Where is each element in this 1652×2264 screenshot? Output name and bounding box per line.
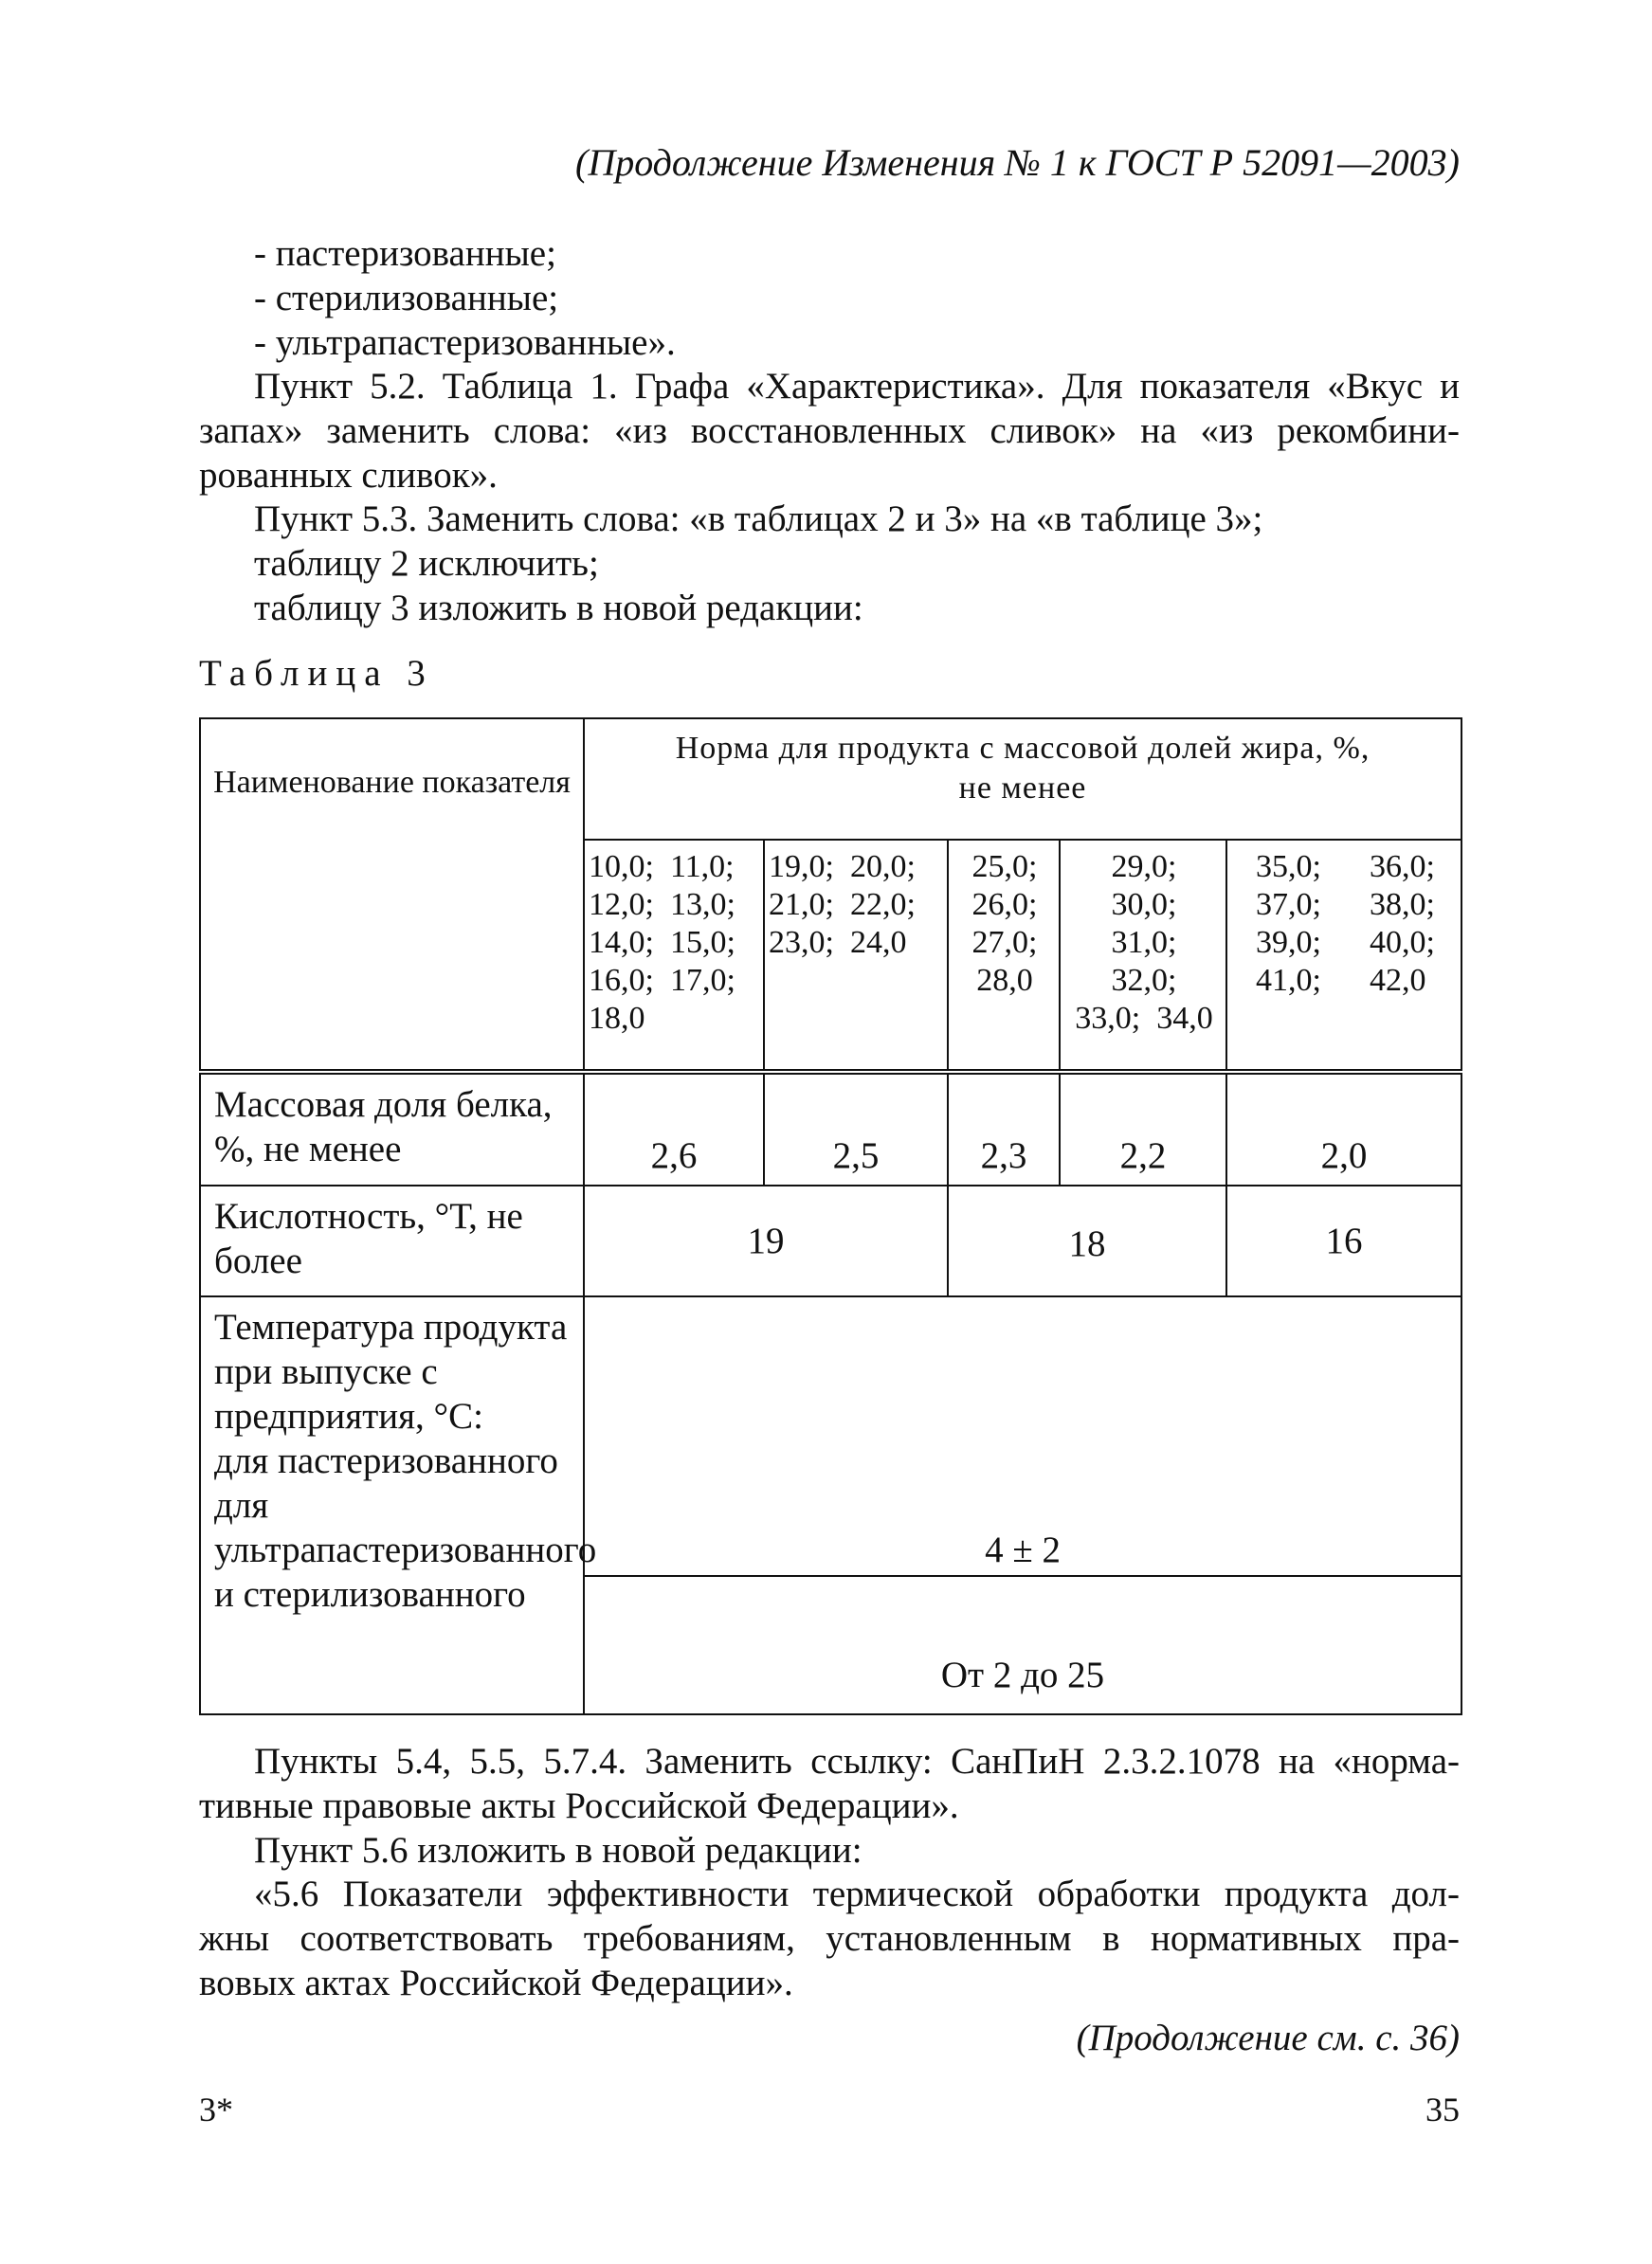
paragraph-5-4-line: тивные правовые акты Российской Федерации».: [199, 1785, 959, 1826]
paragraph-5-3-line: таблицу 3 изложить в новой редакции:: [254, 588, 863, 628]
table-3: [199, 717, 1462, 1715]
acidity-value: 19: [584, 1186, 948, 1296]
list-item: - стерилизованные;: [254, 278, 559, 318]
running-header: (Продолжение Изменения № 1 к ГОСТ Р 52091—2003): [575, 141, 1460, 184]
acidity-value: 18: [948, 1186, 1226, 1296]
fat-group-4: 29,0; 30,0; 31,0; 32,0; 33,0; 34,0: [1060, 840, 1226, 1072]
protein-value: 2,5: [764, 1072, 948, 1186]
temperature-label: Температура продукта при выпуске с предприятия, °С:: [214, 1307, 568, 1437]
norm-header-line: Норма для продукта с массовой долей жира, %,: [675, 731, 1371, 766]
fat-group-2: 19,0; 20,0; 21,0; 22,0; 23,0; 24,0: [764, 840, 948, 1072]
paragraph-5-6-line: вовых актах Российской Федерации».: [199, 1963, 793, 2003]
fat-group-3: 25,0; 26,0; 27,0; 28,0: [948, 840, 1060, 1072]
temperature-pasteurized-value: 4 ± 2: [584, 1296, 1461, 1576]
row-label-acidity: Кислотность, °Т, не более: [200, 1186, 584, 1296]
temperature-uht-value: От 2 до 25: [584, 1576, 1461, 1714]
continuation-note: (Продолжение см. с. 36): [1076, 2018, 1460, 2058]
page-number: 35: [1425, 2091, 1460, 2128]
protein-value: 2,0: [1226, 1072, 1461, 1186]
row-label-protein: Массовая доля белка, %, не менее: [200, 1072, 584, 1186]
sheet-mark: 3*: [199, 2091, 233, 2128]
paragraph-5-2-line: запах» заменить слова: «из восстановленных сливок» на «из рекомбини-: [199, 410, 1460, 451]
list-item: - пастеризованные;: [254, 233, 556, 274]
paragraph-5-6-line: «5.6 Показатели эффективности термической обработки продукта дол-: [254, 1874, 1460, 1914]
column-header-name: Наименование показателя: [200, 718, 584, 1072]
row-label-temperature: [200, 1296, 597, 1714]
protein-value: 2,2: [1060, 1072, 1226, 1186]
paragraph-5-2-line: Пункт 5.2. Таблица 1. Графа «Характеристика». Для показателя «Вкус и: [254, 366, 1460, 407]
temperature-pasteurized-label: для пастеризованного: [214, 1440, 558, 1481]
fat-group-1: 10,0; 11,0; 12,0; 13,0; 14,0; 15,0; 16,0; 17,0; 18,0: [584, 840, 764, 1072]
list-item: - ультрапастеризованные».: [254, 322, 676, 363]
protein-value: 2,6: [584, 1072, 764, 1186]
acidity-value: 16: [1226, 1186, 1461, 1296]
paragraph-5-3-line: таблицу 2 исключить;: [254, 543, 599, 584]
paragraph-5-6-line: жны соответствовать требованиям, установленным в нормативных пра-: [199, 1918, 1460, 1959]
norm-header-line: не менее: [958, 770, 1087, 806]
table-caption: Таблица 3: [199, 653, 434, 694]
temperature-uht-label: для ультрапастеризованного и стерилизованного: [214, 1485, 597, 1615]
paragraph-5-6-line: Пункт 5.6 изложить в новой редакции:: [254, 1830, 862, 1871]
column-header-norm: [584, 718, 1461, 840]
paragraph-5-3-line: Пункт 5.3. Заменить слова: «в таблицах 2 и 3» на «в таблице 3»;: [254, 498, 1263, 539]
paragraph-5-2-line: рованных сливок».: [199, 455, 498, 496]
protein-value: 2,3: [948, 1072, 1060, 1186]
paragraph-5-4-line: Пункты 5.4, 5.5, 5.7.4. Заменить ссылку: СанПиН 2.3.2.1078 на «норма-: [254, 1741, 1460, 1782]
fat-group-5: 35,0; 36,0; 37,0; 38,0; 39,0; 40,0; 41,0; 42,0: [1226, 840, 1461, 1072]
